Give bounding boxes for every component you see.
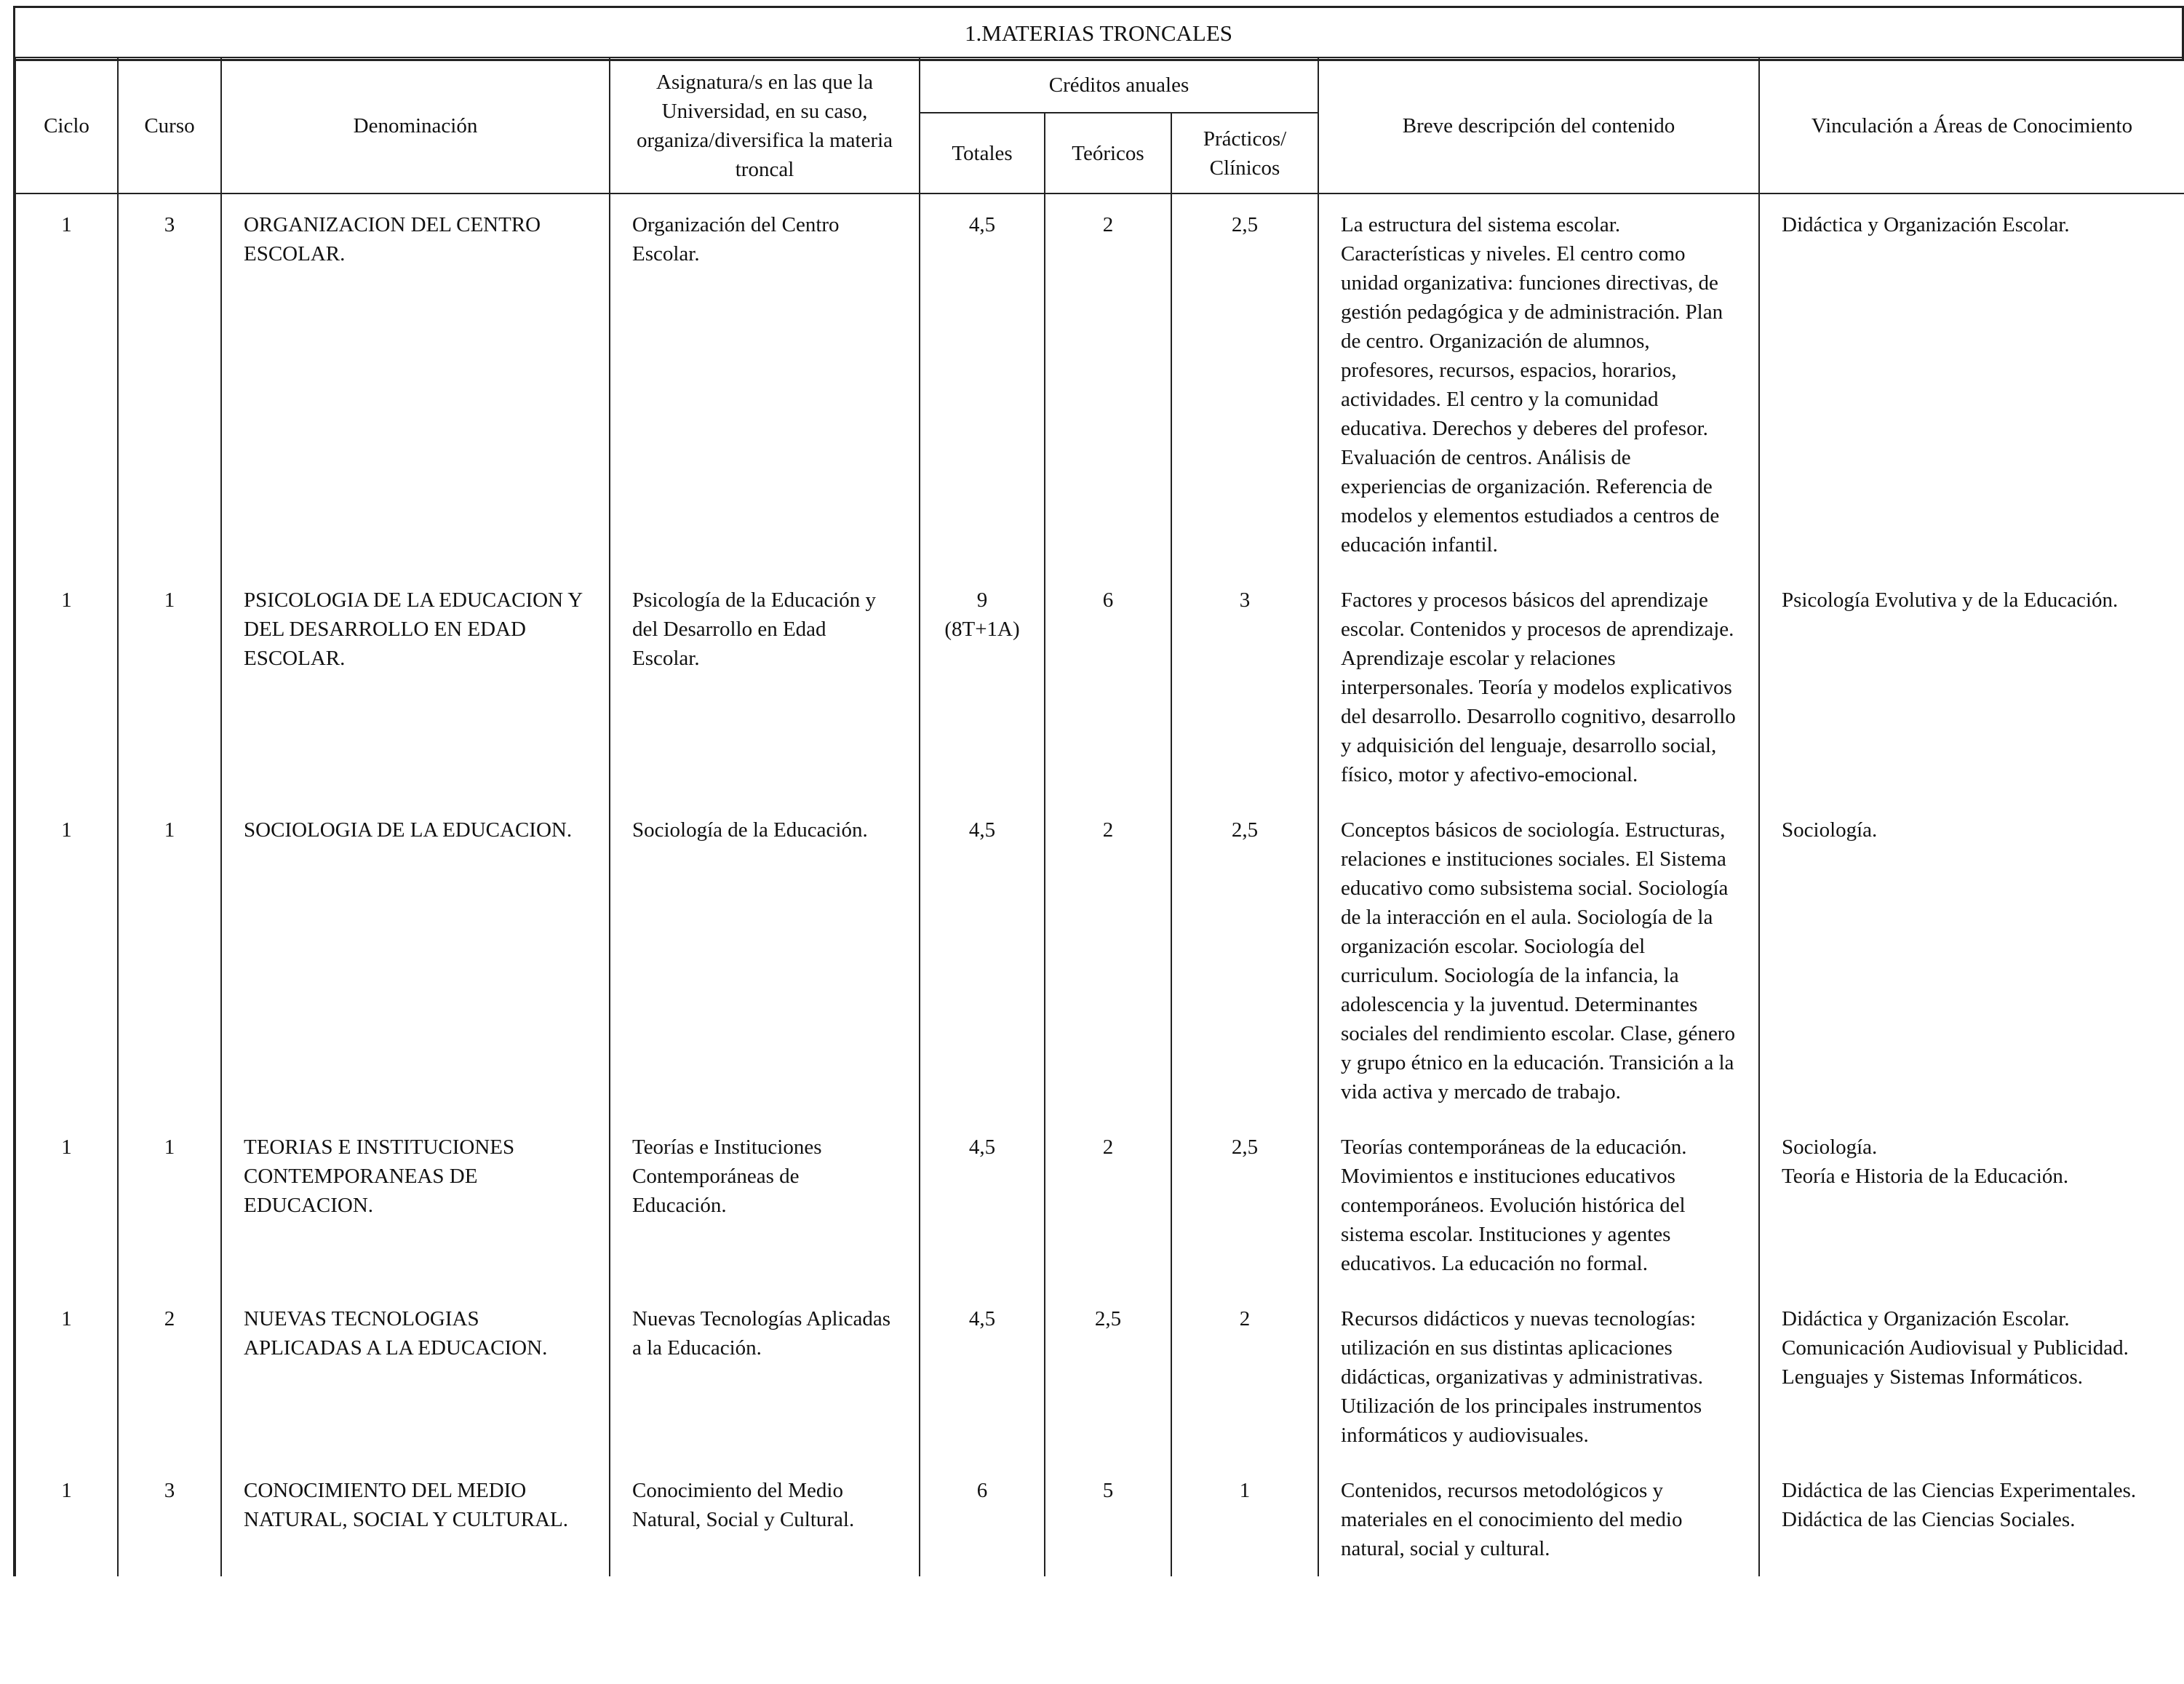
cell-totales: 4,5 <box>920 1291 1045 1463</box>
cell-asignatura: Psicología de la Educación y del Desarrollo en Edad Escolar. <box>610 572 920 802</box>
cell-asignatura: Nuevas Tecnologías Aplicadas a la Educación. <box>610 1291 920 1463</box>
cell-curso: 3 <box>118 193 221 572</box>
cell-ciclo: 1 <box>15 802 118 1120</box>
table-row <box>15 572 2184 802</box>
cell-descripcion: Teorías contemporáneas de la educación. Movimientos e instituciones educativos contemporáneos. Evolución histórica del sistema escolar. Instituciones y agentes educativos. La educación no formal. <box>1318 1120 1759 1291</box>
cell-denominacion: CONOCIMIENTO DEL MEDIO NATURAL, SOCIAL Y CULTURAL. <box>221 1463 610 1576</box>
cell-vinculacion: Didáctica y Organización Escolar. <box>1759 193 2184 572</box>
document-page <box>13 6 2181 1679</box>
cell-descripcion: Conceptos básicos de sociología. Estructuras, relaciones e instituciones sociales. El Sistema educativo como subsistema social. Sociología de la interacción en el aula. Sociología de la organización escolar. Sociología del curriculum. Sociología de la infancia, la adolescencia y la juventud. Determinantes sociales del rendimiento escolar. Clase, género y grupo étnico en la educación. Transición a la vida activa y mercado de trabajo. <box>1318 802 1759 1120</box>
cell-curso: 3 <box>118 1463 221 1576</box>
cell-totales: 6 <box>920 1463 1045 1576</box>
header-creditos: Créditos anuales <box>920 57 1318 113</box>
cell-denominacion: TEORIAS E INSTITUCIONES CONTEMPORANEAS DE EDUCACION. <box>221 1120 610 1291</box>
cell-denominacion: ORGANIZACION DEL CENTRO ESCOLAR. <box>221 193 610 572</box>
cell-teoricos: 6 <box>1045 572 1171 802</box>
cell-teoricos: 2 <box>1045 802 1171 1120</box>
cell-practicos: 3 <box>1171 572 1318 802</box>
cell-denominacion: NUEVAS TECNOLOGIAS APLICADAS A LA EDUCACION. <box>221 1291 610 1463</box>
cell-vinculacion: Didáctica de las Ciencias Experimentales. Didáctica de las Ciencias Sociales. <box>1759 1463 2184 1576</box>
cell-teoricos: 5 <box>1045 1463 1171 1576</box>
cell-teoricos: 2,5 <box>1045 1291 1171 1463</box>
cell-teoricos: 2 <box>1045 1120 1171 1291</box>
section-title: 1.MATERIAS TRONCALES <box>13 6 2184 61</box>
cell-practicos: 2,5 <box>1171 802 1318 1120</box>
cell-descripcion: La estructura del sistema escolar. Características y niveles. El centro como unidad organizativa: funciones directivas, de gestión pedagógica y de administración. Plan de centro. Organización de alumnos, profesores, recursos, espacios, horarios, actividades. El centro y la comunidad educativa. Derechos y deberes del profesor. Evaluación de centros. Análisis de experiencias de organización. Referencia de modelos y elementos estudiados a centros de educación infantil. <box>1318 193 1759 572</box>
cell-totales: 9 (8T+1A) <box>920 572 1045 802</box>
table-row <box>15 193 2184 572</box>
header-teoricos: Teóricos <box>1045 113 1171 193</box>
header-denominacion: Denominación <box>221 57 610 193</box>
cell-practicos: 2,5 <box>1171 193 1318 572</box>
cell-ciclo: 1 <box>15 572 118 802</box>
cell-ciclo: 1 <box>15 193 118 572</box>
cell-practicos: 1 <box>1171 1463 1318 1576</box>
cell-ciclo: 1 <box>15 1291 118 1463</box>
header-ciclo: Ciclo <box>15 57 118 193</box>
cell-vinculacion: Sociología. <box>1759 802 2184 1120</box>
table-row <box>15 802 2184 1120</box>
cell-totales: 4,5 <box>920 802 1045 1120</box>
cell-asignatura: Conocimiento del Medio Natural, Social y Cultural. <box>610 1463 920 1576</box>
cell-ciclo: 1 <box>15 1120 118 1291</box>
cell-practicos: 2 <box>1171 1291 1318 1463</box>
table-row <box>15 1463 2184 1576</box>
cell-curso: 1 <box>118 802 221 1120</box>
cell-curso: 2 <box>118 1291 221 1463</box>
cell-vinculacion: Sociología. Teoría e Historia de la Educación. <box>1759 1120 2184 1291</box>
cell-denominacion: PSICOLOGIA DE LA EDUCACION Y DEL DESARROLLO EN EDAD ESCOLAR. <box>221 572 610 802</box>
cell-practicos: 2,5 <box>1171 1120 1318 1291</box>
header-practicos: Prácticos/ Clínicos <box>1171 113 1318 193</box>
cell-curso: 1 <box>118 1120 221 1291</box>
cell-descripcion: Factores y procesos básicos del aprendizaje escolar. Contenidos y procesos de aprendizaje. Aprendizaje escolar y relaciones interpersonales. Teoría y modelos explicativos del desarrollo. Desarrollo cognitivo, desarrollo y adquisición del lenguaje, desarrollo social, físico, motor y afectivo-emocional. <box>1318 572 1759 802</box>
cell-asignatura: Organización del Centro Escolar. <box>610 193 920 572</box>
header-descripcion: Breve descripción del contenido <box>1318 57 1759 193</box>
cell-totales: 4,5 <box>920 1120 1045 1291</box>
cell-curso: 1 <box>118 572 221 802</box>
header-curso: Curso <box>118 57 221 193</box>
cell-descripcion: Recursos didácticos y nuevas tecnologías: utilización en sus distintas aplicaciones didácticas, organizativas y administrativas. Utilización de los principales instrumentos informáticos y audiovisuales. <box>1318 1291 1759 1463</box>
cell-denominacion: SOCIOLOGIA DE LA EDUCACION. <box>221 802 610 1120</box>
cell-asignatura: Sociología de la Educación. <box>610 802 920 1120</box>
cell-teoricos: 2 <box>1045 193 1171 572</box>
table-row <box>15 1291 2184 1463</box>
cell-vinculacion: Psicología Evolutiva y de la Educación. <box>1759 572 2184 802</box>
header-totales: Totales <box>920 113 1045 193</box>
cell-totales: 4,5 <box>920 193 1045 572</box>
table-row <box>15 1120 2184 1291</box>
cell-vinculacion: Didáctica y Organización Escolar. Comunicación Audiovisual y Publicidad. Lenguajes y Sistemas Informáticos. <box>1759 1291 2184 1463</box>
header-asignatura: Asignatura/s en las que la Universidad, en su caso, organiza/diversifica la materia troncal <box>610 57 920 193</box>
header-vinculacion: Vinculación a Áreas de Conocimiento <box>1759 57 2184 193</box>
cell-ciclo: 1 <box>15 1463 118 1576</box>
materias-table <box>13 57 2184 1576</box>
cell-descripcion: Contenidos, recursos metodológicos y materiales en el conocimiento del medio natural, social y cultural. <box>1318 1463 1759 1576</box>
cell-asignatura: Teorías e Instituciones Contemporáneas de Educación. <box>610 1120 920 1291</box>
